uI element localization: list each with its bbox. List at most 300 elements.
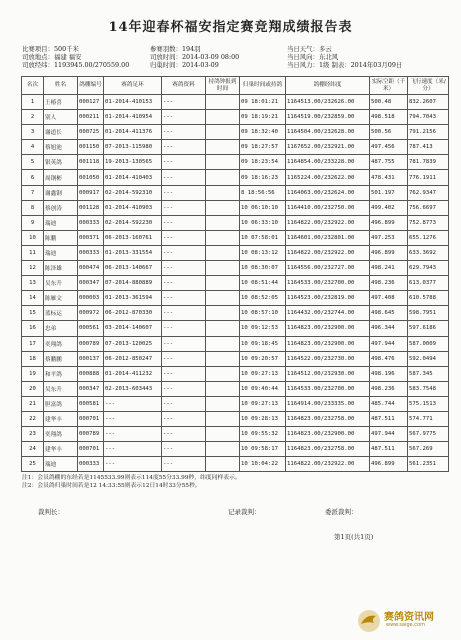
cell-rank: 5	[22, 155, 44, 170]
cell-loft-id: 000581	[78, 396, 104, 411]
cell-name: 建华丰	[44, 411, 78, 426]
cell-return-time: 10 09:55:32	[240, 427, 286, 442]
table-row	[22, 457, 449, 472]
cell-bird-info: ---	[162, 411, 206, 426]
cell-loft-id: 000211	[78, 110, 104, 125]
cell-coordinates: 1164823.00/232758.00	[286, 442, 370, 457]
table-row	[22, 291, 449, 306]
cell-name: 和平鸽	[44, 366, 78, 381]
cell-name: 胆富鸽	[44, 396, 78, 411]
cell-rank: 16	[22, 321, 44, 336]
cell-coordinates: 1164601.00/232801.00	[286, 230, 370, 245]
cell-distance: 496.899	[370, 457, 408, 472]
cell-loft-id: 000474	[78, 261, 104, 276]
cell-return-time: 10 08:57:10	[240, 306, 286, 321]
cell-ring: 01-2013-331554	[104, 245, 162, 260]
cell-loft-id: 000972	[78, 306, 104, 321]
cell-coordinates: 1165224.00/232622.00	[286, 170, 370, 185]
cell-speed: 629.7943	[408, 261, 449, 276]
cell-name: 谢道长	[44, 125, 78, 140]
cell-speed: 598.7951	[408, 306, 449, 321]
cell-return-time: 8 18:56:56	[240, 185, 286, 200]
cell-distance: 497.408	[370, 291, 408, 306]
table-row	[22, 230, 449, 245]
table-row	[22, 276, 449, 291]
cell-speed: 567.9775	[408, 427, 449, 442]
cell-clock-time	[206, 261, 240, 276]
table-row	[22, 442, 449, 457]
cell-bird-info: ---	[162, 125, 206, 140]
cell-name: 蓝标运	[44, 306, 78, 321]
cell-loft-id: 000888	[78, 366, 104, 381]
entry-count: 参赛羽数：194羽	[150, 45, 201, 53]
cell-coordinates: 1164822.00/232922.00	[286, 457, 370, 472]
cell-distance: 487.755	[370, 155, 408, 170]
table-row	[22, 170, 449, 185]
cell-speed: 633.3692	[408, 245, 449, 260]
cell-ring: ---	[104, 396, 162, 411]
cell-return-time: 10 06:33:10	[240, 215, 286, 230]
cell-distance: 501.197	[370, 185, 408, 200]
table-row	[22, 396, 449, 411]
cell-speed: 567.269	[408, 442, 449, 457]
results-body	[22, 95, 449, 472]
cell-ring: 06-2013-160761	[104, 230, 162, 245]
cell-loft-id: 000789	[78, 336, 104, 351]
cell-clock-time	[206, 366, 240, 381]
cell-name: 别人	[44, 110, 78, 125]
cell-return-time: 10 08:52:05	[240, 291, 286, 306]
cell-rank: 11	[22, 245, 44, 260]
table-row	[22, 215, 449, 230]
cell-clock-time	[206, 110, 240, 125]
sign-referee-chief: 裁判长：	[38, 508, 64, 516]
cell-rank: 25	[22, 457, 44, 472]
table-row	[22, 336, 449, 351]
page-number: 第1页(共1页)	[334, 533, 374, 541]
cell-return-time: 09 18:16:23	[240, 170, 286, 185]
cell-speed: 574.771	[408, 411, 449, 426]
cell-ring: 06-2012-850247	[104, 351, 162, 366]
cell-bird-info: ---	[162, 457, 206, 472]
cell-name: 银英鸽	[44, 155, 78, 170]
cell-name: 吴东升	[44, 381, 78, 396]
cell-ring: 02-2014-592310	[104, 185, 162, 200]
cell-ring: 07-2013-115980	[104, 140, 162, 155]
cell-speed: 776.1911	[408, 170, 449, 185]
cell-ring: ---	[104, 457, 162, 472]
cell-name: 陈泽雄	[44, 261, 78, 276]
cell-distance: 478.431	[370, 170, 408, 185]
table-header-row	[22, 77, 449, 95]
cell-return-time: 10 08:13:12	[240, 245, 286, 260]
table-row	[22, 245, 449, 260]
cell-bird-info: ---	[162, 261, 206, 276]
cell-clock-time	[206, 155, 240, 170]
cell-bird-info: ---	[162, 95, 206, 110]
cell-name: 周钢彬	[44, 170, 78, 185]
cell-clock-time	[206, 230, 240, 245]
cell-distance: 487.511	[370, 442, 408, 457]
cell-bird-info: ---	[162, 200, 206, 215]
cell-ring: 07-2014-880889	[104, 276, 162, 291]
cell-speed: 787.413	[408, 140, 449, 155]
cell-speed: 762.9347	[408, 185, 449, 200]
cell-ring: ---	[104, 411, 162, 426]
cell-distance: 485.744	[370, 396, 408, 411]
cell-rank: 21	[22, 396, 44, 411]
table-row	[22, 321, 449, 336]
cell-name: 陈鹏	[44, 230, 78, 245]
cell-bird-info: ---	[162, 185, 206, 200]
cell-loft-id: 000127	[78, 95, 104, 110]
cell-name: 吴东升	[44, 276, 78, 291]
cell-distance: 497.944	[370, 427, 408, 442]
header-clock-time: 持鸽钟报到时间	[206, 77, 240, 95]
cell-bird-info: ---	[162, 291, 206, 306]
cell-clock-time	[206, 457, 240, 472]
cell-clock-time	[206, 125, 240, 140]
cell-rank: 23	[22, 427, 44, 442]
cell-ring: 06-2012-870330	[104, 306, 162, 321]
cell-rank: 19	[22, 366, 44, 381]
cell-ring: 19-2013-130565	[104, 155, 162, 170]
cell-distance: 500.56	[370, 125, 408, 140]
cell-ring: 01-2014-410153	[104, 95, 162, 110]
cell-return-time: 10 09:28:13	[240, 411, 286, 426]
cell-clock-time	[206, 200, 240, 215]
cell-coordinates: 1164823.00/232900.00	[286, 321, 370, 336]
cell-return-time: 09 18:01:21	[240, 95, 286, 110]
cell-coordinates: 1164512.00/232930.00	[286, 366, 370, 381]
cell-loft-id: 000333	[78, 245, 104, 260]
table-row	[22, 411, 449, 426]
cell-name: 奕翔鸽	[44, 336, 78, 351]
header-bird-info: 赛鸽资料	[162, 77, 206, 95]
cell-bird-info: ---	[162, 245, 206, 260]
release-coordinates: 司放经纬：1193945.00/270559.00	[22, 61, 130, 69]
cell-return-time: 10 08:51:44	[240, 276, 286, 291]
cell-distance: 498.476	[370, 351, 408, 366]
cell-bird-info: ---	[162, 306, 206, 321]
table-row	[22, 381, 449, 396]
cell-coordinates: 1164556.00/232727.00	[286, 261, 370, 276]
cell-clock-time	[206, 291, 240, 306]
cell-coordinates: 1164523.00/232819.00	[286, 291, 370, 306]
cell-return-time: 10 09:12:53	[240, 321, 286, 336]
cell-coordinates: 1164513.00/232626.00	[286, 95, 370, 110]
cell-bird-info: ---	[162, 351, 206, 366]
cell-rank: 9	[22, 215, 44, 230]
cell-loft-id: 000917	[78, 185, 104, 200]
cell-loft-id: 001150	[78, 140, 104, 155]
cell-loft-id: 001118	[78, 155, 104, 170]
cell-name: 蔡创涛	[44, 200, 78, 215]
cell-loft-id: 000003	[78, 291, 104, 306]
header-return-time: 归巢时间或持鸽	[240, 77, 286, 95]
cell-return-time: 10 08:30:07	[240, 261, 286, 276]
cell-return-time: 10 09:18:45	[240, 336, 286, 351]
cell-rank: 4	[22, 140, 44, 155]
cell-return-time: 10 09:27:13	[240, 366, 286, 381]
report-title: 14年迎春杯福安指定赛竞翔成绩报告表	[108, 20, 353, 35]
cell-ring: ---	[104, 427, 162, 442]
release-time: 司放时间：2014-03-09 08:00	[150, 53, 240, 61]
cell-distance: 498.518	[370, 110, 408, 125]
cell-clock-time	[206, 442, 240, 457]
cell-ring: 07-2013-120025	[104, 336, 162, 351]
cell-ring: 03-2014-140607	[104, 321, 162, 336]
table-row	[22, 185, 449, 200]
cell-loft-id: 000333	[78, 457, 104, 472]
cell-speed: 655.1276	[408, 230, 449, 245]
cell-bird-info: ---	[162, 321, 206, 336]
cell-clock-time	[206, 427, 240, 442]
header-name: 姓名	[44, 77, 78, 95]
cell-speed: 791.2156	[408, 125, 449, 140]
cell-ring: 06-2013-140667	[104, 261, 162, 276]
cell-distance: 497.456	[370, 140, 408, 155]
header-distance: 实际空距（千米）	[370, 77, 408, 95]
cell-coordinates: 1164410.00/232750.00	[286, 200, 370, 215]
results-table	[21, 76, 449, 472]
table-row	[22, 200, 449, 215]
cell-ring: 01-2014-411232	[104, 366, 162, 381]
cell-loft-id: 001128	[78, 200, 104, 215]
cell-coordinates: 1164522.00/232730.00	[286, 351, 370, 366]
cell-bird-info: ---	[162, 110, 206, 125]
cell-speed: 610.5788	[408, 291, 449, 306]
release-location: 司放地点：福建 福安	[22, 53, 82, 61]
cell-name: 建华丰	[44, 442, 78, 457]
cell-distance: 497.944	[370, 336, 408, 351]
cell-bird-info: ---	[162, 442, 206, 457]
cell-name: 瑞迪	[44, 457, 78, 472]
cell-rank: 6	[22, 170, 44, 185]
cell-coordinates: 1164063.00/232624.00	[286, 185, 370, 200]
cell-distance: 496.899	[370, 245, 408, 260]
table-row	[22, 306, 449, 321]
return-time: 归巢时间：2014-03-09	[150, 61, 219, 69]
cell-rank: 24	[22, 442, 44, 457]
cell-loft-id: 001050	[78, 170, 104, 185]
cell-return-time: 10 06:10:10	[240, 200, 286, 215]
cell-rank: 8	[22, 200, 44, 215]
cell-bird-info: ---	[162, 396, 206, 411]
cell-return-time: 09 18:27:57	[240, 140, 286, 155]
cell-rank: 14	[22, 291, 44, 306]
table-row	[22, 351, 449, 366]
table-row	[22, 125, 449, 140]
cell-coordinates: 1164914.00/233335.00	[286, 396, 370, 411]
cell-coordinates: 1164854.00/233228.00	[286, 155, 370, 170]
cell-loft-id: 000561	[78, 321, 104, 336]
cell-rank: 10	[22, 230, 44, 245]
cell-coordinates: 1164823.00/232900.00	[286, 427, 370, 442]
cell-ring: 01-2014-410954	[104, 110, 162, 125]
cell-loft-id: 000137	[78, 351, 104, 366]
cell-coordinates: 1164823.00/232758.00	[286, 411, 370, 426]
race-info-mid	[150, 45, 239, 69]
cell-speed: 794.7043	[408, 110, 449, 125]
cell-bird-info: ---	[162, 170, 206, 185]
cell-speed: 587.0009	[408, 336, 449, 351]
race-info-left	[22, 45, 129, 69]
cell-clock-time	[206, 215, 240, 230]
cell-rank: 1	[22, 95, 44, 110]
cell-bird-info: ---	[162, 366, 206, 381]
cell-rank: 17	[22, 336, 44, 351]
cell-distance: 498.241	[370, 261, 408, 276]
cell-clock-time	[206, 95, 240, 110]
table-row	[22, 261, 449, 276]
cell-clock-time	[206, 140, 240, 155]
cell-ring: 02-2013-603443	[104, 381, 162, 396]
cell-return-time: 09 18:32:40	[240, 125, 286, 140]
cell-name: 忠弟	[44, 321, 78, 336]
cell-loft-id: 000371	[78, 230, 104, 245]
cell-rank: 18	[22, 351, 44, 366]
cell-speed: 832.2607	[408, 95, 449, 110]
cell-distance: 498.645	[370, 306, 408, 321]
cell-distance: 487.511	[370, 411, 408, 426]
cell-return-time: 10 07:58:01	[240, 230, 286, 245]
cell-clock-time	[206, 170, 240, 185]
cell-loft-id: 000789	[78, 427, 104, 442]
cell-coordinates: 1164533.00/232700.00	[286, 381, 370, 396]
cell-coordinates: 1164519.00/232859.00	[286, 110, 370, 125]
cell-clock-time	[206, 245, 240, 260]
cell-name: 王椿喜	[44, 95, 78, 110]
cell-speed: 583.7548	[408, 381, 449, 396]
site-watermark-logo	[356, 608, 456, 634]
cell-clock-time	[206, 336, 240, 351]
cell-distance: 500.48	[370, 95, 408, 110]
cell-coordinates: 1164533.00/232700.00	[286, 276, 370, 291]
race-distance: 比赛项目：500千米	[22, 45, 79, 53]
wind-force-date: 当日风力：1级 制表：2014年03月09日	[287, 61, 403, 69]
header-rank: 名次	[22, 77, 44, 95]
note-1: 注1：会员鸽棚的东经若是1145533.99则表示114度55分33.99秒，纬度同样表示。	[22, 475, 241, 481]
cell-bird-info: ---	[162, 215, 206, 230]
pigeon-icon	[356, 608, 382, 634]
cell-clock-time	[206, 411, 240, 426]
cell-bird-info: ---	[162, 230, 206, 245]
logo-url: www.saige.com	[386, 622, 425, 628]
table-row	[22, 140, 449, 155]
cell-speed: 756.6697	[408, 200, 449, 215]
weather: 当日天气：多云	[287, 45, 332, 53]
header-ring: 赛鸽足环	[104, 77, 162, 95]
cell-distance: 497.253	[370, 230, 408, 245]
cell-rank: 13	[22, 276, 44, 291]
cell-return-time: 10 10:04:22	[240, 457, 286, 472]
cell-clock-time	[206, 351, 240, 366]
cell-ring: 01-2014-410403	[104, 170, 162, 185]
cell-name: 谢鑫钢	[44, 185, 78, 200]
sign-commission: 委派裁判：	[325, 508, 358, 516]
cell-ring: 01-2013-361594	[104, 291, 162, 306]
sign-recorder: 记录裁判：	[228, 508, 261, 516]
cell-return-time: 10 09:20:57	[240, 351, 286, 366]
table-row	[22, 427, 449, 442]
cell-loft-id: 000701	[78, 411, 104, 426]
table-row	[22, 110, 449, 125]
header-loft-id: 鸽棚编号	[78, 77, 104, 95]
note-2: 注2：会员鸽归巢时间若是12 14:33:55则表示12日14时33分55秒。	[22, 482, 201, 489]
cell-speed: 592.0494	[408, 351, 449, 366]
cell-clock-time	[206, 396, 240, 411]
cell-return-time: 09 18:19:21	[240, 110, 286, 125]
cell-bird-info: ---	[162, 427, 206, 442]
cell-bird-info: ---	[162, 140, 206, 155]
cell-clock-time	[206, 381, 240, 396]
cell-coordinates: 1164504.00/232628.00	[286, 125, 370, 140]
cell-rank: 15	[22, 306, 44, 321]
cell-clock-time	[206, 306, 240, 321]
cell-speed: 613.0377	[408, 276, 449, 291]
cell-clock-time	[206, 321, 240, 336]
cell-return-time: 10 09:27:13	[240, 396, 286, 411]
cell-rank: 22	[22, 411, 44, 426]
cell-coordinates: 1164432.00/232744.00	[286, 306, 370, 321]
cell-name: 蔡鹏鹏	[44, 351, 78, 366]
cell-name: 瑞迪	[44, 245, 78, 260]
cell-loft-id: 000701	[78, 442, 104, 457]
race-info-right	[287, 45, 402, 69]
cell-name: 陈雁文	[44, 291, 78, 306]
cell-distance: 496.899	[370, 215, 408, 230]
cell-bird-info: ---	[162, 381, 206, 396]
cell-speed: 752.8773	[408, 215, 449, 230]
cell-speed: 597.6186	[408, 321, 449, 336]
cell-distance: 496.344	[370, 321, 408, 336]
cell-name: 蔡旭池	[44, 140, 78, 155]
cell-rank: 20	[22, 381, 44, 396]
wind-direction: 当日风向：东北风	[287, 53, 339, 61]
cell-name: 奕翔鸽	[44, 427, 78, 442]
header-speed: 飞行速度（米/分）	[408, 77, 449, 95]
cell-bird-info: ---	[162, 336, 206, 351]
cell-coordinates: 1167652.00/232921.00	[286, 140, 370, 155]
cell-speed: 781.7839	[408, 155, 449, 170]
table-row	[22, 95, 449, 110]
notes	[22, 475, 241, 490]
cell-return-time: 10 09:58:17	[240, 442, 286, 457]
cell-return-time: 09 18:23:54	[240, 155, 286, 170]
cell-loft-id: 000725	[78, 125, 104, 140]
cell-speed: 575.1513	[408, 396, 449, 411]
cell-speed: 587.345	[408, 366, 449, 381]
cell-rank: 3	[22, 125, 44, 140]
cell-clock-time	[206, 185, 240, 200]
cell-coordinates: 1164822.00/232922.00	[286, 245, 370, 260]
cell-clock-time	[206, 276, 240, 291]
cell-bird-info: ---	[162, 276, 206, 291]
cell-bird-info: ---	[162, 155, 206, 170]
cell-distance: 498.236	[370, 276, 408, 291]
cell-distance: 498.236	[370, 381, 408, 396]
cell-name: 瑞迪	[44, 215, 78, 230]
cell-coordinates: 1164823.00/232900.00	[286, 336, 370, 351]
cell-ring: 02-2014-592230	[104, 215, 162, 230]
table-row	[22, 366, 449, 381]
cell-rank: 2	[22, 110, 44, 125]
cell-rank: 7	[22, 185, 44, 200]
cell-distance: 499.402	[370, 200, 408, 215]
cell-return-time: 10 09:40:44	[240, 381, 286, 396]
cell-ring: 01-2014-411376	[104, 125, 162, 140]
